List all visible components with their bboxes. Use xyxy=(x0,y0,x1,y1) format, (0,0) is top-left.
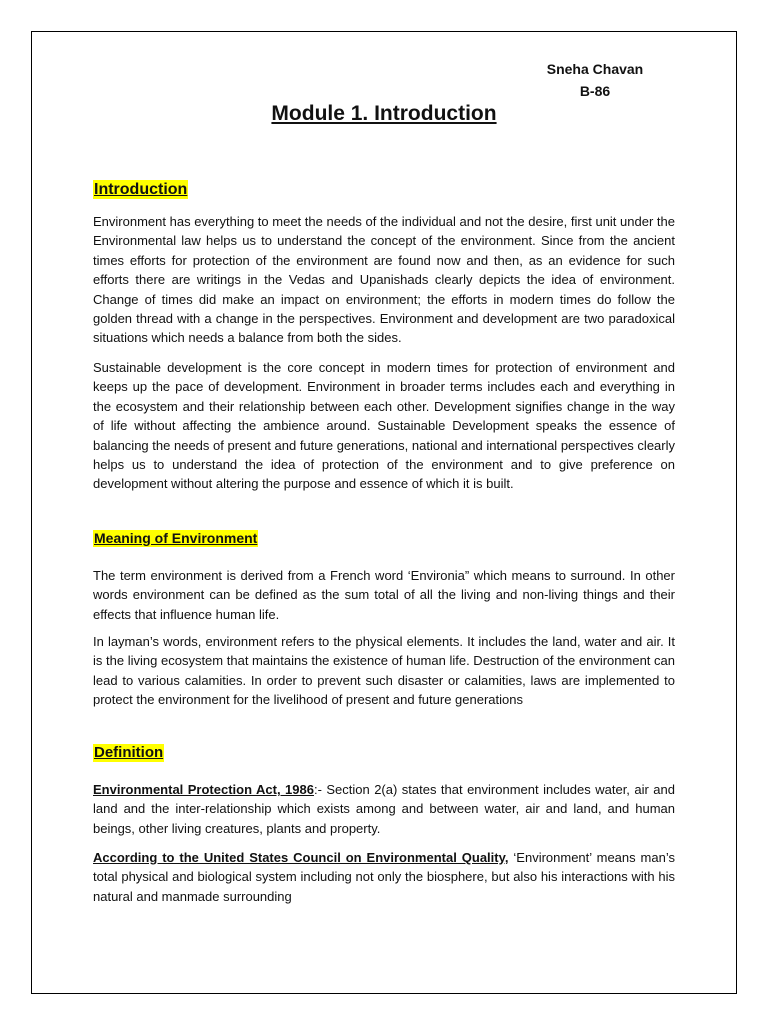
definition-item-ceq xyxy=(93,848,675,906)
heading-meaning-of-environment: Meaning of Environment xyxy=(94,530,258,546)
definition-label-epa: Environmental Protection Act, 1986 xyxy=(93,782,314,797)
definition-label-ceq: According to the United States Council on Environmental Quality, xyxy=(93,850,509,865)
roll-number: B-86 xyxy=(579,83,611,99)
author-name: Sneha Chavan xyxy=(546,61,644,77)
meaning-paragraph-2: In layman’s words, environment refers to the physical elements. It includes the land, water and air. It is the living ecosystem that maintains the existence of human life. Destruction of the environment can lead to various calamities. In order to prevent such disaster or calamities, laws are implemented to protect the environment for the livelihood of present and future generations xyxy=(93,634,675,708)
heading-definition: Definition xyxy=(94,744,164,761)
definition-text-ceq: ‘Environment’ means man’s total physical and biological system including not only the biosphere, but also his interactions with his natural and manmade surrounding xyxy=(93,850,675,904)
definition-item-epa xyxy=(93,780,675,838)
introduction-paragraph-1: Environment has everything to meet the needs of the individual and not the desire, first unit under the Environmental law helps us to understand the concept of the environment. Since from the ancient times efforts for protection of the environment are found now and then, as an evidence for such efforts there are writings in the Vedas and Upanishads clearly depicts the idea of environment. Change of times did make an impact on environment; the efforts in modern times do follow the golden thread with a change in the perspectives. Environment and development are two paradoxical situations which needs a balance from both the sides. xyxy=(93,214,675,346)
introduction-paragraph-2: Sustainable development is the core concept in modern times for protection of environment and keeps up the pace of development. Environment in broader terms includes each and everything in the ecosystem and their relationship between each other. Development signifies change in the way of life without affecting the ambience around. Sustainable Development speaks the essence of balancing the needs of present and future generations, national and international perspectives clearly helps us to understand the idea of protection of the environment and to give preference on development without altering the purpose and essence of which it is built. xyxy=(93,360,675,492)
heading-introduction: Introduction xyxy=(94,181,188,198)
definition-text-epa: :- Section 2(a) states that environment includes water, air and land and the inter-relationship which exists among and between water, air and land, and human beings, other living creatures, plants and property. xyxy=(93,782,675,836)
page-title: Module 1. Introduction xyxy=(271,102,497,125)
meaning-paragraph-1: The term environment is derived from a French word ‘Environia” which means to surround. In other words environment can be defined as the sum total of all the living and non-living things and their effects that influence human life. xyxy=(93,568,675,622)
